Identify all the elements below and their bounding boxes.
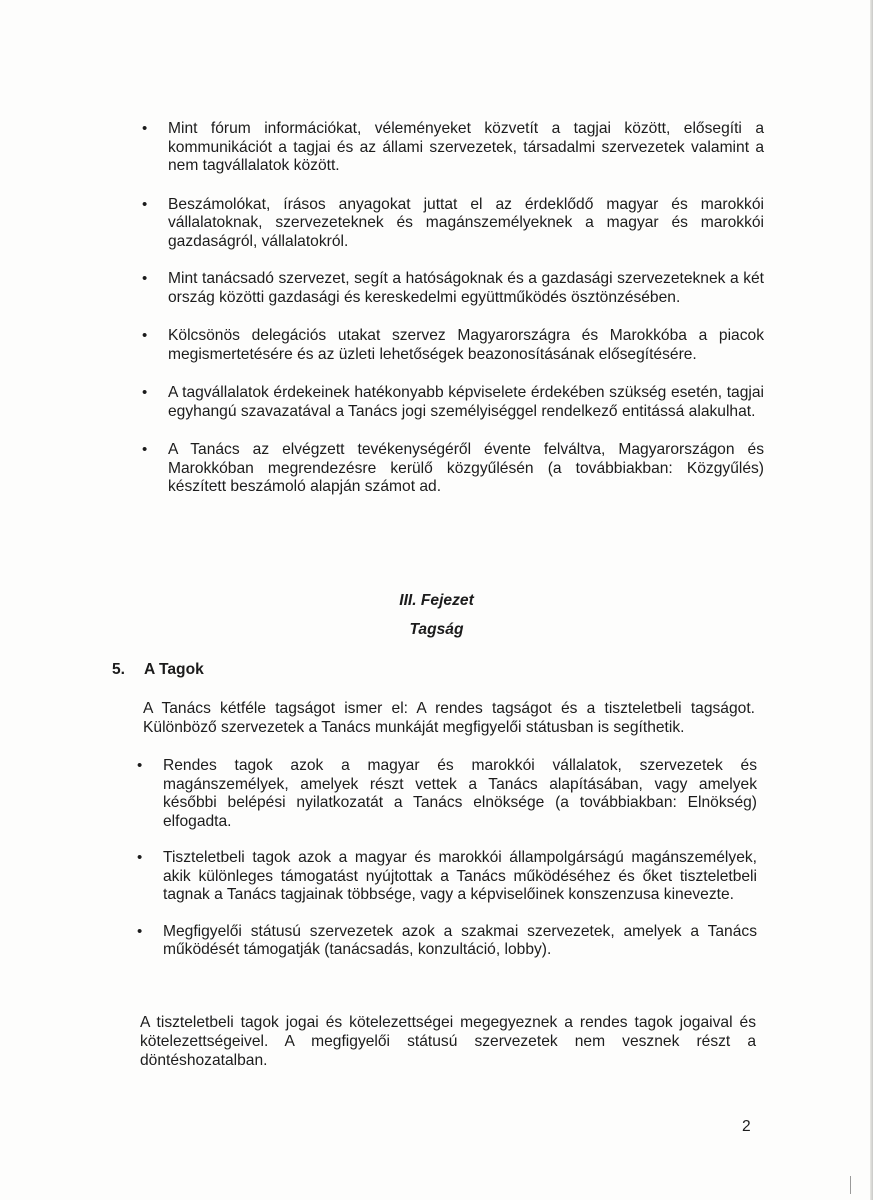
members-list xyxy=(133,757,757,978)
list-item: • Beszámolókat, írásos anyagokat juttat el az érdeklődő magyar és marokkói vállalatoknak, szervezeteknek és magánszemélyeknek a magyar és marokkói gazdaságról, vállalatokról. xyxy=(138,196,764,252)
list-item: • Mint fórum információkat, véleményeket közvetít a tagjai között, elősegíti a kommunikációt a tagjai és az állami szervezetek, társadalmi szervezetek valamint a nem tagvállalatok között. xyxy=(138,120,764,176)
list-item: • Tiszteletbeli tagok azok a magyar és marokkói állampolgárságú magánszemélyek, akik különleges támogatást nyújtottak a Tanács működéséhez és őket tiszteletbeli tagnak a Tanács tagjainak többsége, vagy a képviselőinek konszenzusa kinevezte. xyxy=(133,849,757,905)
list-item: • Kölcsönös delegációs utakat szervez Magyarországra és Marokkóba a piacok megismertetésére és az üzleti lehetőségek beazonosításának elősegítésére. xyxy=(138,327,764,364)
scan-mark xyxy=(850,1176,851,1194)
list-item: • A tagvállalatok érdekeinek hatékonyabb képviselete érdekében szükség esetén, tagjai egyhangú szavazatával a Tanács jogi személyiséggel rendelkező entitássá alakulhat. xyxy=(138,384,764,421)
chapter-number: III. Fejezet xyxy=(399,592,474,609)
chapter-title: Tagság xyxy=(409,621,464,638)
list-item: • A Tanács az elvégzett tevékenységéről évente felváltva, Magyarországon és Marokkóban megrendezésre kerülő közgyűlésén (a továbbiakban: Közgyűlés) készített beszámoló alapján számot ad. xyxy=(138,441,764,497)
list-item: • Mint tanácsadó szervezet, segít a hatóságoknak és a gazdasági szervezeteknek a két ország közötti gazdasági és kereskedelmi együttműködés ösztönzésében. xyxy=(138,270,764,307)
page-number: 2 xyxy=(742,1118,751,1135)
intro-paragraph: A Tanács kétféle tagságot ismer el: A rendes tagságot és a tiszteletbeli tagságot. Különböző szervezetek a Tanács munkáját megfigyelői státusban is segíthetik. xyxy=(143,700,755,736)
section-title: A Tagok xyxy=(144,661,204,678)
list-item: • Rendes tagok azok a magyar és marokkói vállalatok, szervezetek és magánszemélyek, amelyek részt vettek a Tanács alapításában, vagy amelyek későbbi belépési nyilatkozatát a Tanács elnöksége (a továbbiakban: Elnökség) elfogadta. xyxy=(133,757,757,831)
list-item: • Megfigyelői státusú szervezetek azok a szakmai szervezetek, amelyek a Tanács működését támogatják (tanácsadás, konzultáció, lobby). xyxy=(133,923,757,960)
closing-paragraph: A tiszteletbeli tagok jogai és kötelezettségei megegyeznek a rendes tagok jogaival és kötelezettségeivel. A megfigyelői státusú szervezetek nem vesznek részt a döntéshozatalban. xyxy=(140,1014,756,1069)
section-number: 5. xyxy=(112,661,126,678)
activities-list xyxy=(138,120,764,517)
section-heading xyxy=(112,661,204,679)
